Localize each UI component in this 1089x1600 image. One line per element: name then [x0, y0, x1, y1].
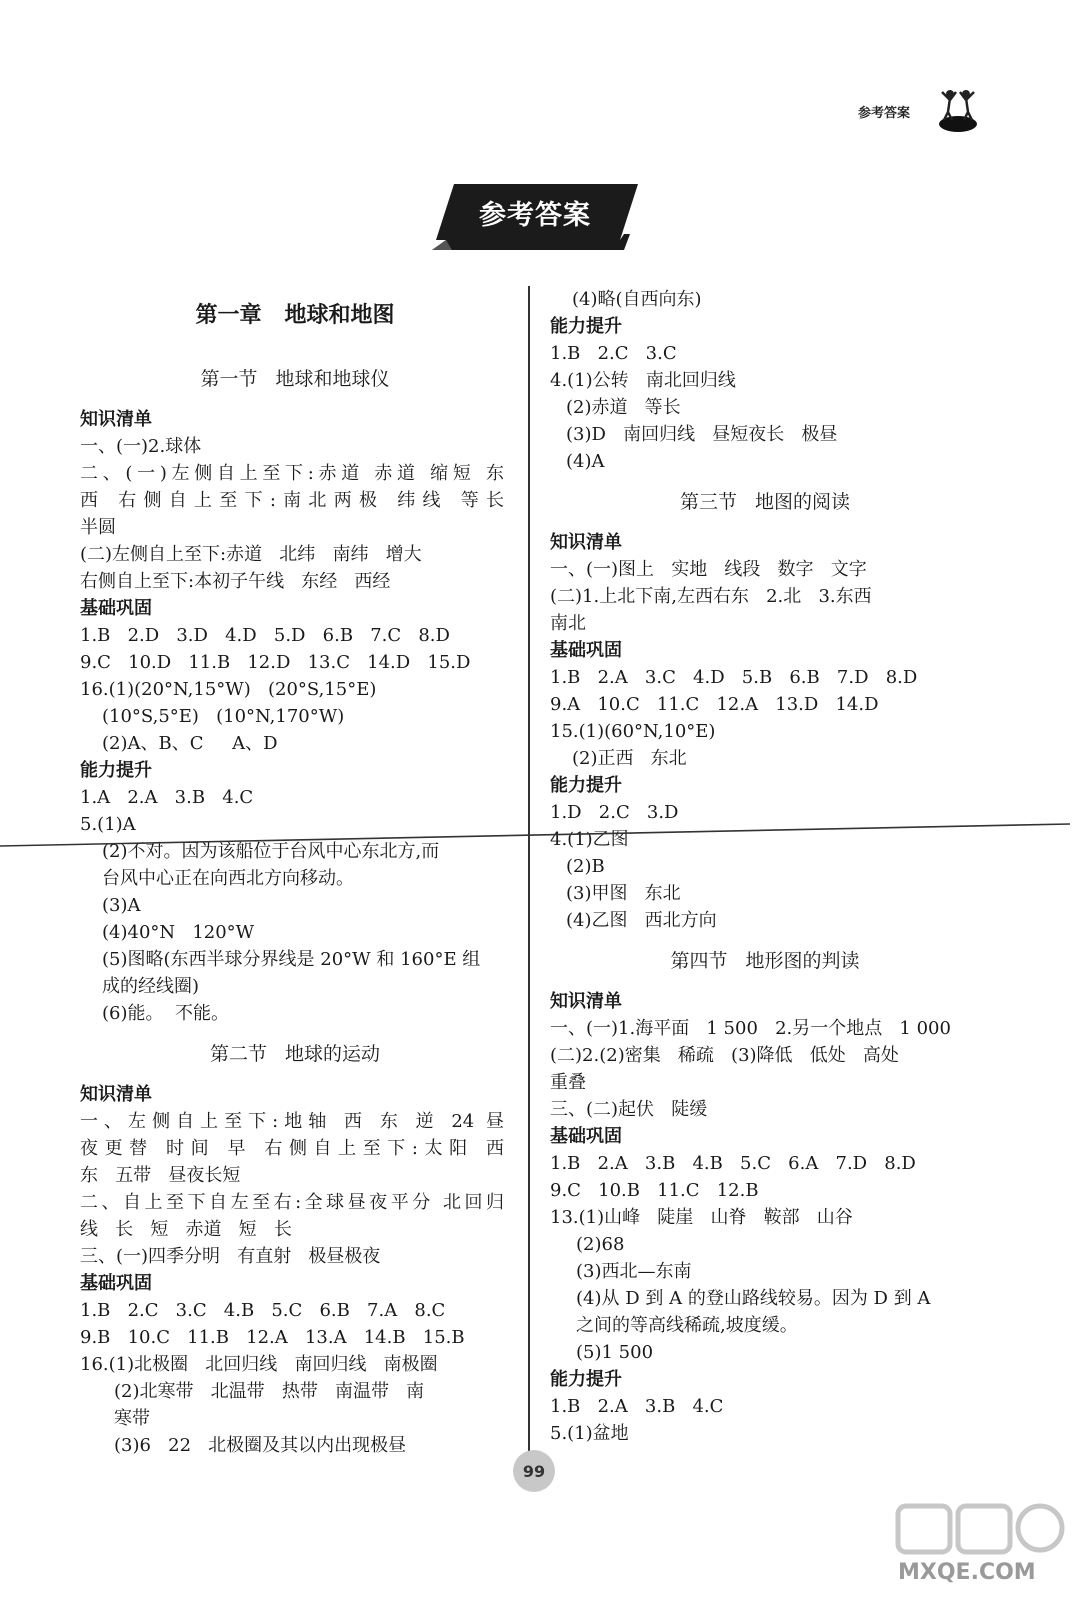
running-header-label: 参考答案: [858, 106, 911, 121]
two-people-cheering-icon: [938, 86, 978, 134]
answer-line: 9.C 10.B 11.C 12.B: [550, 1180, 759, 1201]
answer-line: 三、(一)四季分明 有直射 极昼极夜: [80, 1246, 381, 1267]
answer-line: (4)从 D 到 A 的登山路线较易。因为 D 到 A: [576, 1288, 931, 1309]
subsection-label: 知识清单: [80, 409, 152, 430]
answer-line: (10°S,5°E) (10°N,170°W): [102, 706, 345, 727]
answer-line: (二)左侧自上至下:赤道 北纬 南纬 增大: [80, 544, 422, 565]
answer-line: (二)1.上北下南,左西右东 2.北 3.东西: [550, 586, 872, 607]
right-answer-column: [550, 286, 980, 1447]
answer-line: 一、(一)图上 实地 线段 数字 文字: [550, 559, 867, 580]
answer-line: (3)甲图 东北: [566, 883, 681, 904]
answer-line: 南北: [550, 613, 586, 634]
section-heading: 第四节 地形图的判读: [670, 950, 860, 972]
chapter-heading: 第一章 地球和地图: [195, 303, 395, 328]
answer-line: 半圆: [80, 517, 116, 538]
subsection-label: 知识清单: [80, 1084, 152, 1105]
column-divider: [528, 286, 530, 1456]
answer-line: 1.B 2.C 3.C: [550, 343, 677, 364]
answer-line: (5)图略(东西半球分界线是 20°W 和 160°E 组: [102, 949, 481, 970]
subsection-label: 基础巩固: [80, 598, 152, 619]
answer-line: 二、(一)左侧自上至下:赤道 赤道 缩短 东: [80, 463, 504, 484]
answer-line: 成的经线圈): [102, 976, 200, 997]
section-heading: 第三节 地图的阅读: [679, 491, 851, 513]
subsection-label: 基础巩固: [550, 640, 622, 661]
answer-line: 二、自上至下自左至右:全球昼夜平分 北回归: [80, 1192, 504, 1213]
subsection-label: 知识清单: [550, 532, 622, 553]
answer-line: (4)乙图 西北方向: [566, 910, 717, 931]
answer-line: (3)A: [102, 895, 141, 916]
answer-line: (5)1 500: [576, 1342, 654, 1363]
answer-line: 1.B 2.A 3.B 4.C: [550, 1396, 724, 1417]
answer-line: 之间的等高线稀疏,坡度缓。: [576, 1315, 798, 1336]
subsection-label: 基础巩固: [80, 1273, 152, 1294]
answer-line: (4)A: [566, 451, 605, 472]
answer-line: 1.B 2.A 3.B 4.B 5.C 6.A 7.D 8.D: [550, 1153, 916, 1174]
answer-line: (二)2.(2)密集 稀疏 (3)降低 低处 高处: [550, 1045, 899, 1066]
answer-line: 5.(1)A: [80, 814, 136, 835]
answer-line: (2)不对。因为该船位于台风中心东北方,而: [102, 841, 440, 862]
page-title: 参考答案: [479, 199, 591, 231]
subsection-label: 能力提升: [550, 1369, 622, 1390]
answer-line: (2)A、B、C A、D: [102, 733, 278, 754]
answer-line: 1.B 2.A 3.C 4.D 5.B 6.B 7.D 8.D: [550, 667, 918, 688]
section-heading: 第一节 地球和地球仪: [200, 368, 390, 390]
answer-line: 9.C 10.D 11.B 12.D 13.C 14.D 15.D: [80, 652, 471, 673]
answer-line: 1.B 2.C 3.C 4.B 5.C 6.B 7.A 8.C: [80, 1300, 446, 1321]
answer-line: 16.(1)(20°N,15°W) (20°S,15°E): [80, 679, 377, 700]
answer-line: 4.(1)公转 南北回归线: [550, 370, 736, 391]
answer-line: (4)40°N 120°W: [102, 922, 255, 943]
subsection-label: 能力提升: [550, 775, 622, 796]
answer-line: (2)赤道 等长: [566, 397, 681, 418]
answer-line: 东 五带 昼夜长短: [80, 1165, 241, 1186]
answer-line: (2)正西 东北: [572, 748, 687, 769]
answer-line: 1.A 2.A 3.B 4.C: [80, 787, 254, 808]
answer-line: 重叠: [550, 1072, 586, 1093]
answer-line: 16.(1)北极圈 北回归线 南回归线 南极圈: [80, 1354, 438, 1375]
subsection-label: 基础巩固: [550, 1126, 622, 1147]
answer-line: 一、左侧自上至下:地轴 西 东 逆 24 昼: [80, 1111, 504, 1132]
answer-line: 4.(1)乙图: [550, 829, 629, 850]
answer-line: 13.(1)山峰 陡崖 山脊 鞍部 山谷: [550, 1207, 853, 1228]
answer-line: 一、(一)1.海平面 1 500 2.另一个地点 1 000: [550, 1018, 951, 1039]
section-heading: 第二节 地球的运动: [209, 1043, 381, 1065]
answer-line: 寒带: [114, 1408, 150, 1429]
subsection-label: 能力提升: [550, 316, 622, 337]
page-fold-line: [0, 822, 1070, 848]
left-answer-column: [80, 296, 510, 1459]
subsection-label: 知识清单: [550, 991, 622, 1012]
answer-line: 右侧自上至下:本初子午线 东经 西经: [80, 571, 391, 592]
answer-line: 三、(二)起伏 陡缓: [550, 1099, 708, 1120]
answer-line: (2)68: [576, 1234, 625, 1255]
answer-line: 15.(1)(60°N,10°E): [550, 721, 716, 742]
answer-line: (3)D 南回归线 昼短夜长 极昼: [566, 424, 838, 445]
subsection-label: 能力提升: [80, 760, 152, 781]
answer-line: (2)北寒带 北温带 热带 南温带 南: [114, 1381, 425, 1402]
answer-line: 9.B 10.C 11.B 12.A 13.A 14.B 15.B: [80, 1327, 465, 1348]
answer-line: 台风中心正在向西北方向移动。: [102, 868, 354, 889]
answer-line: 1.D 2.C 3.D: [550, 802, 679, 823]
answer-line: 一、(一)2.球体: [80, 436, 202, 457]
page-number: 99: [522, 1461, 546, 1481]
answer-line: (3)6 22 北极圈及其以内出现极昼: [114, 1435, 407, 1456]
answer-line: 线 长 短 赤道 短 长: [80, 1219, 292, 1240]
watermark-text: MXQE.COM: [898, 1560, 1036, 1585]
answer-line: (3)西北—东南: [576, 1261, 692, 1282]
answer-line: (4)略(自西向东): [572, 289, 702, 310]
answer-line: 9.A 10.C 11.C 12.A 13.D 14.D: [550, 694, 879, 715]
answer-line: (2)B: [566, 856, 605, 877]
answer-line: 5.(1)盆地: [550, 1423, 629, 1444]
answer-line: (6)能。 不能。: [102, 1003, 229, 1024]
answer-line: 1.B 2.D 3.D 4.D 5.D 6.B 7.C 8.D: [80, 625, 450, 646]
answer-line: 夜更替 时间 早 右侧自上至下:太阳 西: [80, 1138, 504, 1159]
answer-line: 西 右侧自上至下:南北两极 纬线 等长: [80, 490, 504, 511]
